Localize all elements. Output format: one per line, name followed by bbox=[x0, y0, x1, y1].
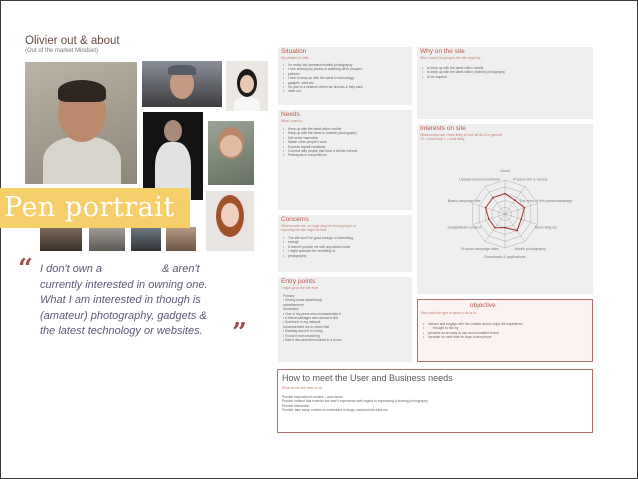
list-item: • Reading about it in a blog bbox=[283, 329, 323, 334]
list-item: • perceive as an easy to use and innovative brand bbox=[423, 331, 589, 335]
list-item: Provide 'take away' content to embedded in blogs, social media sites etc. bbox=[282, 408, 389, 413]
entry-points-section bbox=[278, 277, 412, 362]
list-item: • brought to him by bbox=[423, 326, 589, 330]
section-subtitle: What worries me, or might stop me from going to or bbox=[281, 224, 357, 228]
list-item: • consider on next time he buys a new phone bbox=[423, 335, 589, 339]
section-subtitle: What I want is... bbox=[281, 119, 305, 123]
section-title: Situation bbox=[281, 48, 307, 55]
radar-axis-label: Mobile photography bbox=[514, 246, 547, 251]
list-item: • Saw it discussed/mentioned in a forum bbox=[283, 338, 342, 343]
why-on-site-section bbox=[417, 47, 593, 119]
list-item: • Seeing some advertising/ bbox=[283, 298, 323, 303]
radar-axis-label: Product info & demos bbox=[513, 177, 548, 182]
list-item: • Participate in competitions bbox=[283, 153, 409, 157]
list-item: • Get some inspiration bbox=[283, 136, 409, 140]
quote-close-mark: ” bbox=[232, 318, 247, 348]
radar-data-point bbox=[516, 230, 518, 232]
radar-axis-label: About bbox=[500, 169, 510, 174]
radar-data-point bbox=[504, 193, 506, 195]
how-to-meet-section bbox=[277, 369, 593, 433]
section-title: Concerns bbox=[281, 216, 309, 223]
situation-section bbox=[278, 47, 412, 105]
quote-open-mark: “ bbox=[18, 254, 33, 284]
list-item: • Keep up with the latest within mobile bbox=[283, 127, 409, 131]
list-item: • It doesn't provide me with any added value bbox=[283, 245, 409, 249]
list-item: • A friend/colleague sent around a link bbox=[283, 316, 339, 321]
section-subtitle: Why want the type of users to do is to... bbox=[421, 311, 479, 315]
list-item: • I might question the credibility of bbox=[283, 249, 409, 253]
list-item: • I love to keep up with the latest in technology, bbox=[283, 76, 409, 80]
list-item: • to keep up with the latest within (mobile) photography bbox=[422, 70, 590, 74]
section-subtitle: exploring the site might be that... bbox=[281, 228, 329, 232]
section-subtitle: I might go to the site from bbox=[281, 286, 319, 290]
list-item: • Watch other people's work bbox=[283, 140, 409, 144]
section-subtitle: Why I would be going to the site might be... bbox=[420, 56, 484, 60]
list-item: Secondary bbox=[283, 307, 299, 312]
radar-data-point bbox=[514, 199, 516, 201]
quote-line: & aren't bbox=[162, 263, 200, 275]
section-title: Interests on site bbox=[420, 125, 466, 132]
list-item: • to keep up with the latest within mobile bbox=[422, 66, 590, 70]
list-item: Provide interaction bbox=[282, 403, 310, 408]
thumb-photo-4 bbox=[166, 227, 196, 251]
quote-line: What I am interested in though is bbox=[40, 294, 201, 307]
concerns-section bbox=[278, 215, 412, 272]
list-item: • Someone in my network bbox=[283, 320, 321, 325]
quote-line: I don't own a bbox=[40, 263, 103, 275]
thumb-photo-3 bbox=[131, 227, 161, 251]
needs-section bbox=[278, 110, 412, 210]
list-item: recommended me to check that bbox=[283, 324, 330, 329]
profile-photo-woman-short-hair bbox=[226, 61, 268, 111]
pen-portrait-label: Pen portrait bbox=[4, 192, 175, 223]
situation-list bbox=[283, 63, 409, 94]
section-title: Needs bbox=[281, 111, 300, 118]
radar-data-point bbox=[488, 218, 490, 220]
list-item: • I'm really into (amateur/mobile) photography bbox=[283, 63, 409, 67]
thumb-photo-1 bbox=[40, 227, 82, 251]
radar-axis-label: Downloads & applications bbox=[484, 255, 526, 260]
list-item: • Found it from searching bbox=[283, 333, 320, 338]
objective-list bbox=[423, 322, 589, 340]
list-item: Primary bbox=[283, 294, 295, 298]
section-subtitle: My situation is that... bbox=[281, 56, 312, 60]
entry-points-list bbox=[283, 294, 342, 342]
radar-data-point bbox=[492, 197, 494, 199]
page-title: Olivier out & about bbox=[25, 35, 120, 47]
list-item: • photography bbox=[283, 254, 409, 258]
list-item: • One of my peers who recommended it bbox=[283, 311, 341, 316]
section-subtitle: What do the site need to do bbox=[282, 386, 323, 390]
profile-photo-redhead-woman bbox=[206, 191, 254, 251]
list-item: • The site won't be good enough or interesting bbox=[283, 236, 409, 240]
radar-axis-label: Upload content/contribute bbox=[459, 177, 501, 182]
interests-radar-chart bbox=[418, 152, 593, 276]
list-item: Provide content that extends the user's experience with regard to expressing & sharing photography bbox=[282, 399, 428, 404]
thumb-photo-2 bbox=[89, 227, 125, 251]
radar-axis-label: Product campaign sites bbox=[461, 246, 499, 251]
list-item: • to be inspired bbox=[422, 75, 590, 79]
list-item: • gadgets, sites etc. bbox=[283, 81, 409, 85]
list-item: • pictures bbox=[283, 72, 409, 76]
main-portrait-photo bbox=[25, 62, 137, 184]
section-title: Why on the site bbox=[420, 48, 465, 55]
concerns-list bbox=[283, 236, 409, 258]
list-item: • other out bbox=[283, 89, 409, 93]
profile-photo-tshirt-man bbox=[143, 112, 203, 200]
radar-axis-label: News blog etc bbox=[534, 225, 558, 230]
radar-axis-label: The story of this phone/campaign bbox=[519, 198, 573, 203]
needs-list bbox=[283, 127, 409, 158]
profile-photo-cap-man bbox=[142, 61, 222, 107]
persona-quote bbox=[40, 262, 250, 340]
radar-data-point bbox=[485, 207, 487, 209]
how-list bbox=[282, 395, 428, 413]
radar-data-point bbox=[504, 227, 506, 229]
section-subtitle: 10 = most likely 1 = least likely bbox=[420, 137, 465, 141]
radar-data-point bbox=[524, 207, 526, 209]
list-item: advertisement bbox=[283, 302, 304, 307]
list-item: • I love sharing my photos & watching other people's bbox=[283, 67, 409, 71]
radar-data-point bbox=[494, 227, 496, 229]
quote-line: the latest technology or websites. bbox=[40, 325, 203, 338]
list-item: Provide inspirational content – wow factor bbox=[282, 395, 343, 399]
radar-axis-label: Social/Media content bbox=[447, 225, 481, 230]
radar-spoke bbox=[473, 203, 505, 214]
list-item: • Keep up with the latest in (mobile) photography bbox=[283, 131, 409, 135]
quote-line: (amateur) photography, gadgets & bbox=[40, 309, 207, 322]
section-subtitle: What content am I most likely to look at! Be & in general bbox=[420, 133, 502, 137]
list-item: • I'm part of a network where we discuss & help each bbox=[283, 85, 409, 89]
list-item: • interact and engage with the content and to enjoy the experience, bbox=[423, 322, 589, 326]
radar-axis-label: Brand campaign site bbox=[447, 198, 481, 203]
quote-line: currently interested in owning one. bbox=[40, 278, 208, 291]
section-title: objective bbox=[470, 302, 496, 309]
why-list bbox=[422, 66, 590, 79]
section-title: How to meet the User and Business needs bbox=[282, 373, 453, 383]
objective-section bbox=[417, 299, 593, 362]
profile-photo-smiling-woman bbox=[208, 121, 254, 185]
radar-spoke bbox=[485, 186, 505, 214]
radar-data-point bbox=[520, 218, 522, 220]
section-title: Entry points bbox=[281, 278, 316, 285]
list-item: • Express myself creatively bbox=[283, 145, 409, 149]
list-item: • Connect with people that have a similar interest bbox=[283, 149, 409, 153]
list-item: • enough bbox=[283, 240, 409, 244]
page-subtitle: (Out of the market Mindset) bbox=[25, 48, 99, 54]
